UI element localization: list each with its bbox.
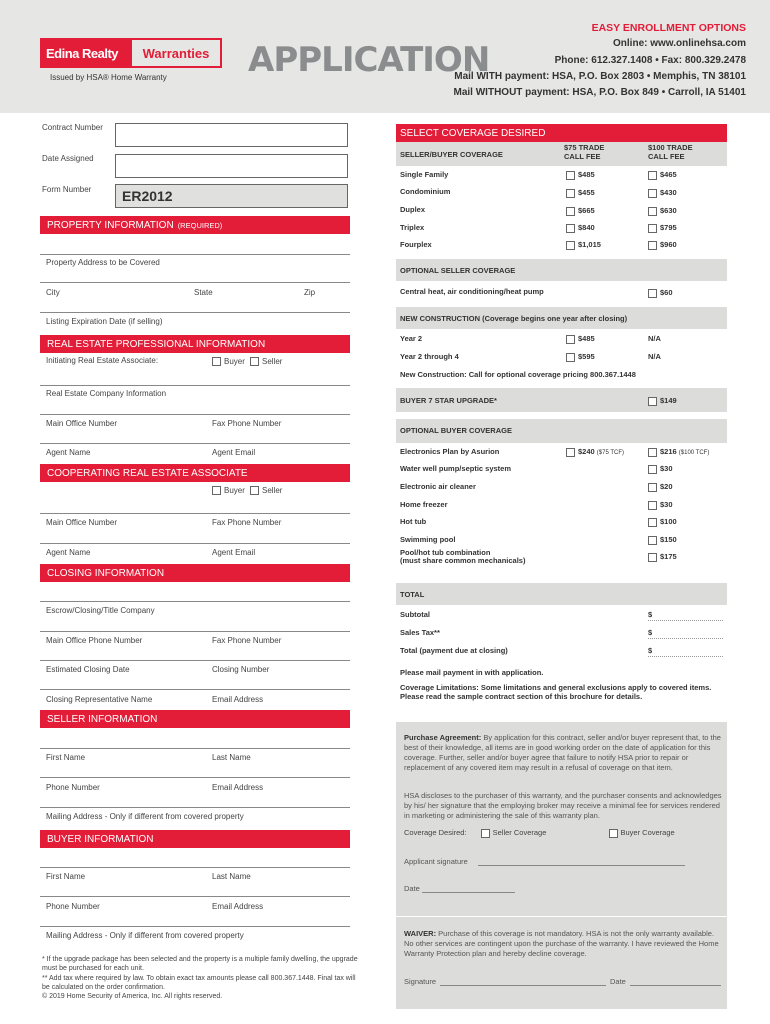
coop-seller-label: Seller: [262, 486, 283, 495]
coverage-desired-label: Coverage Desired:: [404, 828, 467, 837]
coop-buyer-option[interactable]: [212, 486, 245, 495]
year2-4-label: Year 2 through 4: [400, 352, 459, 361]
date-assigned-input[interactable]: [115, 154, 348, 178]
company-label[interactable]: Real Estate Company Information: [46, 389, 167, 398]
central-heat-label: Central heat, air conditioning/heat pump: [400, 287, 544, 296]
seller-coverage-option[interactable]: [481, 828, 547, 837]
city-line: [40, 282, 350, 283]
online-link[interactable]: Online: www.onlinehsa.com: [613, 38, 746, 49]
escrow-label[interactable]: Escrow/Closing/Title Company: [46, 606, 155, 615]
year2-4-checkbox[interactable]: [566, 353, 575, 362]
seller-coverage-checkbox[interactable]: [481, 829, 490, 838]
duplex-75-option[interactable]: [566, 206, 595, 216]
state-label[interactable]: State: [194, 288, 213, 297]
agent-email-label[interactable]: Agent Email: [212, 448, 256, 457]
copyright: © 2019 Home Security of America, Inc. All rights reserved.: [42, 993, 223, 1000]
rep-buyer-label: Buyer: [224, 357, 245, 366]
pool-price: $150: [660, 535, 677, 544]
form-number-label: Form Number: [42, 185, 92, 194]
closing-section-header: [40, 564, 350, 582]
coop-agent-email-label[interactable]: Agent Email: [212, 548, 256, 557]
buyer-option-label: Electronic air cleaner: [400, 482, 476, 491]
total-due-field[interactable]: [648, 656, 723, 657]
well-pump-option[interactable]: [648, 464, 673, 474]
duplex-100-option[interactable]: [648, 206, 677, 216]
year2-checkbox[interactable]: [566, 335, 575, 344]
coverage-panel: [396, 124, 727, 1009]
seller-last-name-label[interactable]: Last Name: [212, 753, 251, 762]
year2-na: N/A: [648, 334, 661, 343]
fourplex-100-checkbox[interactable]: [648, 241, 657, 250]
city-label[interactable]: City: [46, 288, 60, 297]
air-cleaner-option[interactable]: [648, 482, 673, 492]
coop-office-line: [40, 513, 350, 514]
electronics-75-note: ($75 TCF): [596, 450, 625, 456]
coop-heading: COOPERATING REAL ESTATE ASSOCIATE: [47, 467, 248, 479]
coop-agent-line: [40, 543, 350, 544]
rep-buyer-checkbox[interactable]: [212, 357, 221, 366]
triplex-100-price: $795: [660, 223, 677, 232]
mail-with-payment: Mail WITH payment: HSA, P.O. Box 2803 • Memphis, TN 38101: [454, 71, 746, 82]
single-100-option[interactable]: [648, 170, 677, 180]
duplex-100-price: $630: [660, 206, 677, 215]
condo-75-checkbox[interactable]: [566, 189, 575, 198]
single-100-checkbox[interactable]: [648, 171, 657, 180]
coop-section-header: [40, 464, 350, 482]
easy-enrollment: EASY ENROLLMENT OPTIONS: [591, 22, 746, 34]
escrow-line: [40, 601, 350, 602]
new-construction-label: NEW CONSTRUCTION (Coverage begins one year after closing): [400, 314, 628, 323]
single-75-checkbox[interactable]: [566, 171, 575, 180]
triplex-75-price: $840: [578, 223, 595, 232]
buyer-mailing-line: [40, 926, 350, 927]
hot-tub-option[interactable]: [648, 517, 677, 527]
closing-rep-line: [40, 689, 350, 690]
waiver-body: Purchase of this coverage is not mandatory. HSA is not the only warranty available. No other services are contingent upon the purchase of the warranty. I have reviewed the Home Warranty Protection plan and hereby decline coverage.: [404, 929, 719, 958]
pool-combo-option[interactable]: [648, 552, 677, 562]
property-heading: PROPERTY INFORMATION: [47, 219, 174, 231]
condo-100-checkbox[interactable]: [648, 189, 657, 198]
rep-buyer-option[interactable]: [212, 357, 245, 366]
purchase-agreement-title: Purchase Agreement:: [404, 733, 482, 742]
initiating-label: Initiating Real Estate Associate:: [46, 356, 159, 365]
fax-label[interactable]: Fax Phone Number: [212, 419, 282, 428]
upgrade-label: BUYER 7 STAR UPGRADE*: [400, 396, 497, 405]
home-type-label: Duplex: [400, 205, 426, 214]
electronics-label: Electronics Plan by Asurion: [400, 447, 500, 456]
buyer-section-header: [40, 830, 350, 848]
upgrade-price: $149: [660, 396, 677, 405]
freezer-checkbox[interactable]: [648, 501, 657, 510]
buyer-phone-line: [40, 896, 350, 897]
sales-tax-label: Sales Tax**: [400, 628, 440, 637]
hot-tub-checkbox[interactable]: [648, 518, 657, 527]
year2-4-option[interactable]: [566, 352, 595, 362]
buyer-last-name-label[interactable]: Last Name: [212, 872, 251, 881]
subtotal-label: Subtotal: [400, 610, 430, 619]
sales-tax-field[interactable]: [648, 638, 723, 639]
seller-name-line: [40, 748, 350, 749]
coverage-section-header: SELECT COVERAGE DESIRED: [396, 124, 727, 142]
buyer-option-label: Swimming pool: [400, 535, 456, 544]
property-address-label[interactable]: Property Address to be Covered: [46, 258, 160, 267]
central-heat-checkbox[interactable]: [648, 289, 657, 298]
electronics-75-price: $240: [578, 447, 595, 456]
contract-number-input[interactable]: [115, 123, 348, 147]
footnote-upgrade: * If the upgrade package has been selected and the property is a multiple family dwelling, the upgrade must be purchased for each unit.: [42, 956, 358, 972]
pool-combo-checkbox[interactable]: [648, 553, 657, 562]
closing-email-label[interactable]: Email Address: [212, 695, 264, 704]
office-line: [40, 414, 350, 415]
buyer-option-label: Water well pump/septic system: [400, 464, 512, 473]
single-75-option[interactable]: [566, 170, 595, 180]
year2-label: Year 2: [400, 334, 423, 343]
pool-checkbox[interactable]: [648, 536, 657, 545]
coop-buyer-checkbox[interactable]: [212, 486, 221, 495]
coop-buyer-label: Buyer: [224, 486, 245, 495]
seller-phone-line: [40, 777, 350, 778]
condo-100-price: $430: [660, 188, 677, 197]
listing-expiration-label[interactable]: Listing Expiration Date (if selling): [46, 317, 163, 326]
well-pump-price: $30: [660, 464, 673, 473]
seller-section-header: [40, 710, 350, 728]
rep-seller-option[interactable]: [250, 357, 282, 366]
address-line: [40, 254, 350, 255]
total-label: TOTAL: [400, 590, 425, 599]
closing-rep-name-label[interactable]: Closing Representative Name: [46, 695, 153, 704]
hot-tub-price: $100: [660, 517, 677, 526]
applicant-signature-label: Applicant signature: [404, 857, 468, 866]
buyer-coverage-label: Buyer Coverage: [620, 828, 675, 837]
fourplex-75-checkbox[interactable]: [566, 241, 575, 250]
form-number-field: ER2012: [115, 184, 348, 208]
coverage-desired-row: [404, 828, 722, 838]
single-75-price: $485: [578, 170, 595, 179]
home-type-label: Triplex: [400, 223, 425, 232]
home-type-label: Fourplex: [400, 240, 432, 249]
signature-label: Signature: [404, 977, 437, 986]
condo-75-option[interactable]: [566, 188, 595, 198]
seller-first-name-label[interactable]: First Name: [46, 753, 86, 762]
triplex-75-option[interactable]: [566, 223, 595, 233]
triplex-100-option[interactable]: [648, 223, 677, 233]
waiver-title: WAIVER:: [404, 929, 437, 938]
freezer-option[interactable]: [648, 500, 673, 510]
est-closing-date-label[interactable]: Estimated Closing Date: [46, 665, 130, 674]
edina-realty-logo: [40, 38, 222, 68]
optional-seller-label: OPTIONAL SELLER COVERAGE: [400, 266, 516, 275]
buyer-option-label: Home freezer: [400, 500, 448, 509]
total-bar: [396, 583, 727, 605]
electronics-75-option[interactable]: [566, 447, 624, 457]
total-due-dollar: $: [648, 646, 653, 655]
coop-main-office-label[interactable]: Main Office Number: [46, 518, 117, 527]
closing-phone-line: [40, 631, 350, 632]
closing-date-line: [40, 660, 350, 661]
purchase-agreement-text: By application for this contract, seller and/or buyer represent that, to the best of their knowledge, all items are in good working order on the date of application for this coverage. Further, seller and/or buyer agree that failure to notify HSA prior to repair or replacement of any covered item may result in a refusal of coverage on that item.: [404, 733, 721, 772]
freezer-price: $30: [660, 500, 673, 509]
duplex-75-checkbox[interactable]: [566, 207, 575, 216]
buyer-mailing-label[interactable]: Mailing Address - Only if different from covered property: [46, 931, 244, 940]
closing-fax-label[interactable]: Fax Phone Number: [212, 636, 282, 645]
condo-100-option[interactable]: [648, 188, 677, 198]
year2-4-price: $595: [578, 352, 595, 361]
company-line: [40, 385, 350, 386]
buyer-heading: BUYER INFORMATION: [47, 833, 154, 845]
seller-coverage-label: Seller Coverage: [492, 828, 547, 837]
fourplex-100-option[interactable]: [648, 240, 677, 250]
rep-seller-checkbox[interactable]: [250, 357, 259, 366]
zip-label[interactable]: Zip: [304, 288, 316, 297]
applicant-signature-line[interactable]: [478, 865, 685, 866]
pool-combo-price: $175: [660, 552, 677, 561]
central-heat-price: $60: [660, 288, 673, 297]
date-label: Date: [404, 884, 420, 893]
coverage-limitations: Coverage Limitations: Some limitations and general exclusions apply to covered items. Please read the sample contract section of this brochure for details.: [400, 683, 712, 701]
phone-fax: Phone: 612.327.1408 • Fax: 800.329.2478: [554, 55, 746, 66]
electronics-75-checkbox[interactable]: [566, 448, 575, 457]
electronics-100-price: $216: [660, 447, 677, 456]
pool-combo-line2: (must share common mechanicals): [400, 556, 526, 565]
rep-section-header: [40, 335, 350, 353]
waiver-divider: [396, 916, 727, 917]
seller-buyer-coverage-label: SELLER/BUYER COVERAGE: [400, 150, 503, 159]
rep-heading: REAL ESTATE PROFESSIONAL INFORMATION: [47, 338, 266, 350]
hsa-disclosure: HSA discloses to the purchaser of this warranty, and the purchaser consents and acknowledges by his/ her signature that the employing broker may receive a minimal fee for services rendered in marketing or administering the sale of this warranty plan.: [404, 791, 722, 820]
logo-left: Edina Realty: [42, 40, 132, 66]
main-office-label[interactable]: Main Office Number: [46, 419, 117, 428]
waiver-text: [404, 929, 722, 959]
contract-number-label: Contract Number: [42, 123, 103, 132]
single-100-price: $465: [660, 170, 677, 179]
buyer-coverage-option[interactable]: [609, 828, 675, 837]
upgrade-option[interactable]: [648, 396, 677, 406]
central-heat-option[interactable]: [648, 288, 673, 298]
agent-name-label[interactable]: Agent Name: [46, 448, 91, 457]
triplex-100-checkbox[interactable]: [648, 224, 657, 233]
coop-seller-checkbox[interactable]: [250, 486, 259, 495]
upgrade-checkbox[interactable]: [648, 397, 657, 406]
subtotal-field[interactable]: [648, 620, 723, 621]
buyer-name-line: [40, 867, 350, 868]
electronics-100-checkbox[interactable]: [648, 448, 657, 457]
seller-phone-label[interactable]: Phone Number: [46, 783, 100, 792]
mail-payment-note: Please mail payment in with application.: [400, 668, 544, 677]
seller-mailing-line: [40, 807, 350, 808]
electronics-100-note: ($100 TCF): [678, 450, 710, 456]
col-100-header: $100 TRADE CALL FEE: [648, 143, 693, 161]
issued-by: Issued by HSA® Home Warranty: [50, 73, 167, 82]
seller-mailing-label[interactable]: Mailing Address - Only if different from covered property: [46, 812, 244, 821]
date-assigned-label: Date Assigned: [42, 154, 94, 163]
mail-without-payment: Mail WITHOUT payment: HSA, P.O. Box 849 • Carroll, IA 51401: [453, 87, 746, 98]
home-type-label: Single Family: [400, 170, 449, 179]
page-title: APPLICATION: [248, 40, 490, 80]
buyer-first-name-label[interactable]: First Name: [46, 872, 86, 881]
signature-line[interactable]: [440, 985, 606, 986]
coop-seller-option[interactable]: [250, 486, 282, 495]
coop-agent-name-label[interactable]: Agent Name: [46, 548, 91, 557]
buyer-email-label[interactable]: Email Address: [212, 902, 264, 911]
air-cleaner-price: $20: [660, 482, 673, 491]
property-section-header: [40, 216, 350, 234]
date-line[interactable]: [422, 892, 515, 893]
duplex-100-checkbox[interactable]: [648, 207, 657, 216]
coop-fax-label[interactable]: Fax Phone Number: [212, 518, 282, 527]
purchase-agreement: [404, 733, 722, 773]
date2-label: Date: [610, 977, 626, 986]
date2-line[interactable]: [630, 985, 721, 986]
optional-buyer-label: OPTIONAL BUYER COVERAGE: [400, 426, 512, 435]
buyer-phone-label[interactable]: Phone Number: [46, 902, 100, 911]
triplex-75-checkbox[interactable]: [566, 224, 575, 233]
total-due-label: Total (payment due at closing): [400, 646, 508, 655]
col-75-header: $75 TRADE CALL FEE: [564, 143, 605, 161]
required-note: (REQUIRED): [177, 220, 223, 230]
condo-75-price: $455: [578, 188, 595, 197]
listing-line: [40, 312, 350, 313]
well-pump-checkbox[interactable]: [648, 465, 657, 474]
year2-option[interactable]: [566, 334, 595, 344]
agent-line: [40, 443, 350, 444]
fourplex-75-option[interactable]: [566, 240, 601, 250]
air-cleaner-checkbox[interactable]: [648, 483, 657, 492]
new-construction-call: New Construction: Call for optional coverage pricing 800.367.1448: [400, 370, 636, 379]
closing-heading: CLOSING INFORMATION: [47, 567, 165, 579]
seller-heading: SELLER INFORMATION: [47, 713, 158, 725]
rep-seller-label: Seller: [262, 357, 283, 366]
subtotal-dollar: $: [648, 610, 653, 619]
fourplex-75-price: $1,015: [578, 240, 601, 249]
pool-option[interactable]: [648, 535, 677, 545]
pool-combo-line1: Pool/hot tub combination: [400, 548, 491, 557]
buyer-coverage-checkbox[interactable]: [609, 829, 618, 838]
closing-number-label[interactable]: Closing Number: [212, 665, 270, 674]
home-type-label: Condominium: [400, 187, 451, 196]
footnote-tax: ** Add tax where required by law. To obtain exact tax amounts please call 800.367.1448. Final tax will be calculated on the order confirmation.: [42, 975, 356, 991]
electronics-100-option[interactable]: [648, 447, 709, 457]
year2-4-na: N/A: [648, 352, 661, 361]
buyer-option-label: Hot tub: [400, 517, 427, 526]
duplex-75-price: $665: [578, 206, 595, 215]
fourplex-100-price: $960: [660, 240, 677, 249]
year2-price: $485: [578, 334, 595, 343]
sales-tax-dollar: $: [648, 628, 653, 637]
seller-email-label[interactable]: Email Address: [212, 783, 264, 792]
logo-right: Warranties: [142, 45, 210, 61]
pool-combo-label: [400, 549, 525, 565]
closing-main-phone-label[interactable]: Main Office Phone Number: [46, 636, 143, 645]
